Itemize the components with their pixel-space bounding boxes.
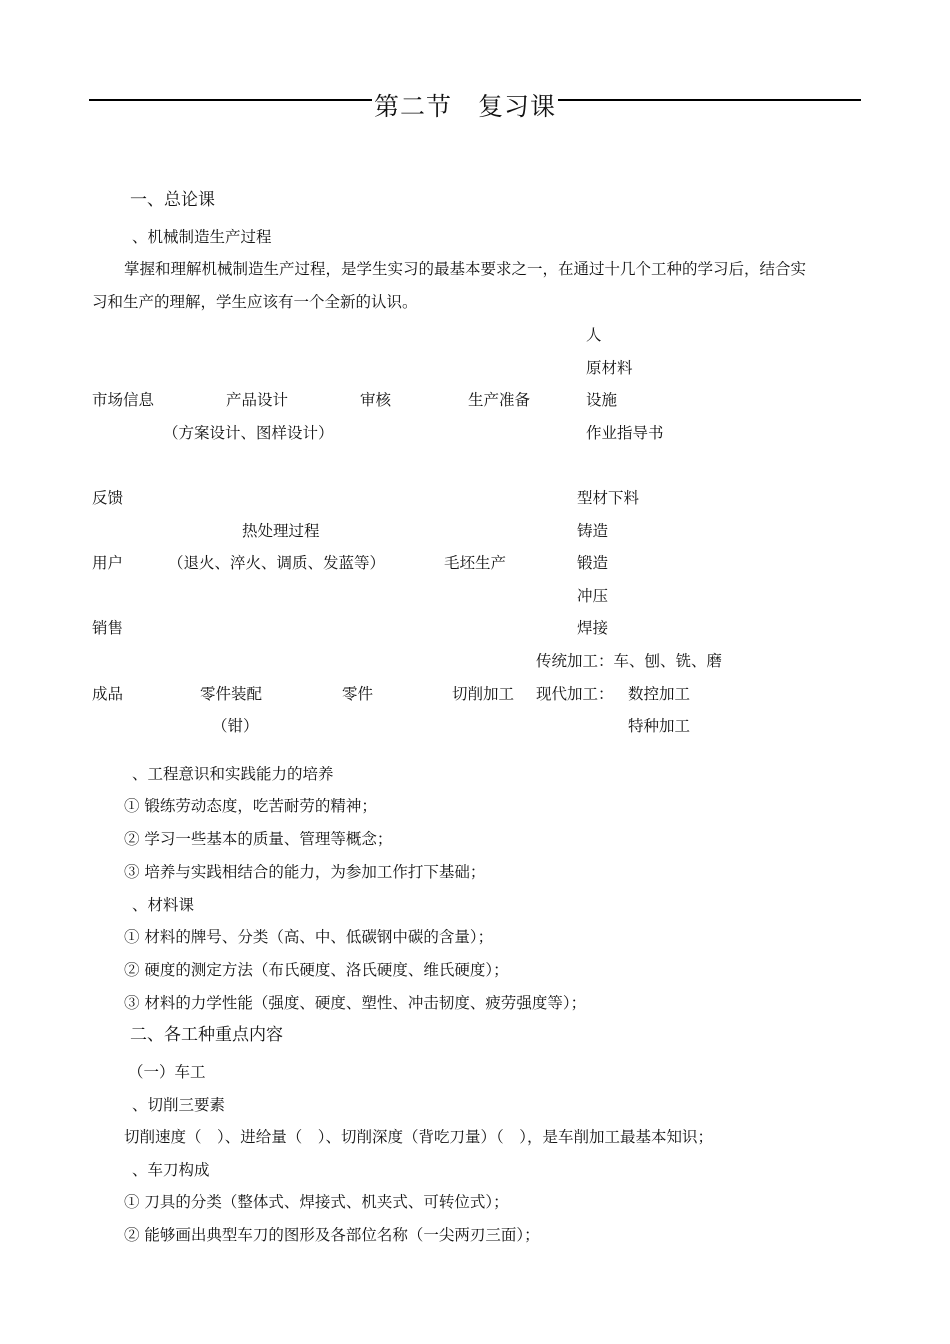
flow-lingjian: 零件 [342,685,374,703]
section2-point-3: 、车刀构成 [132,1161,210,1179]
flow-shengchan: 生产准备 [468,391,531,409]
flow-tuihuo: （退火、淬火、调质、发蓝等） [168,554,386,572]
flow-xiandai: 现代加工： [536,685,614,703]
list-item: ① 刀具的分类（整体式、焊接式、机夹式、可转位式）； [124,1193,509,1211]
flow-zuoye: 作业指导书 [586,424,664,442]
paragraph-line-2: 习和生产的理解，学生应该有一个全新的认识。 [92,293,418,311]
page-title: 第二节 复习课 [374,92,557,121]
flow-zhuangpei: 零件装配 [200,685,263,703]
flow-shukong: 数控加工 [628,685,691,703]
list-item: ① 材料的牌号、分类（高、中、低碳钢中碳的含量）； [124,928,494,946]
list-item: ② 硬度的测定方法（布氏硬度、洛氏硬度、维氏硬度）； [124,961,509,979]
flow-shichang: 市场信息 [92,391,155,409]
flow-fangan: （方案设计、图样设计） [163,424,334,442]
flow-xingcai: 型材下料 [577,489,640,507]
section2-point-2: 切削速度（ ）、进给量（ ）、切削深度（背吃刀量）（ ），是车削加工最基本知识； [124,1128,714,1146]
section2-subheading: （一）车工 [128,1063,206,1081]
section1-subheading-3: 、材料课 [132,896,195,914]
flow-maopi: 毛坯生产 [444,554,507,572]
flow-yuancailiao: 原材料 [586,359,633,377]
flow-shenhe: 审核 [360,391,392,409]
list-item: ① 锻练劳动态度，吃苦耐劳的精神； [124,797,377,815]
section1-subheading-1: 、机械制造生产过程 [132,228,272,246]
flow-qiexiao: 切削加工 [452,685,515,703]
flow-tezhong: 特种加工 [628,717,691,735]
section1-heading: 一、总论课 [130,190,215,210]
section2-heading: 二、各工种重点内容 [130,1025,283,1045]
list-item: ③ 培养与实践相结合的能力，为参加工作打下基础； [124,863,486,881]
paragraph-line-1: 掌握和理解机械制造生产过程，是学生实习的最基本要求之一，在通过十几个工种的学习后，结合实 [124,260,807,278]
flow-chanpin: 产品设计 [226,391,289,409]
flow-chengpin: 成品 [92,685,124,703]
flow-sheshi: 设施 [586,391,618,409]
list-item: ② 学习一些基本的质量、管理等概念； [124,830,393,848]
section1-subheading-2: 、工程意识和实践能力的培养 [132,765,334,783]
flow-duanzao: 锻造 [577,554,609,572]
section2-point-1: 、切削三要素 [132,1096,226,1114]
flow-fankui: 反馈 [92,489,124,507]
flow-rechuli: 热处理过程 [242,522,320,540]
flow-ren: 人 [586,326,602,344]
list-item: ② 能够画出典型车刀的图形及各部位名称（一尖两刃三面）； [124,1226,540,1244]
flow-chongya: 冲压 [577,587,609,605]
flow-xiaoshou: 销售 [92,619,124,637]
flow-qian: （钳） [212,717,259,735]
flow-hanjie: 焊接 [577,619,609,637]
flow-yonghu: 用户 [92,554,124,572]
flow-chuantong: 传统加工：车、刨、铣、磨 [536,652,723,670]
list-item: ③ 材料的力学性能（强度、硬度、塑性、冲击韧度、疲劳强度等）； [124,994,587,1012]
flow-zhuzao: 铸造 [577,522,609,540]
